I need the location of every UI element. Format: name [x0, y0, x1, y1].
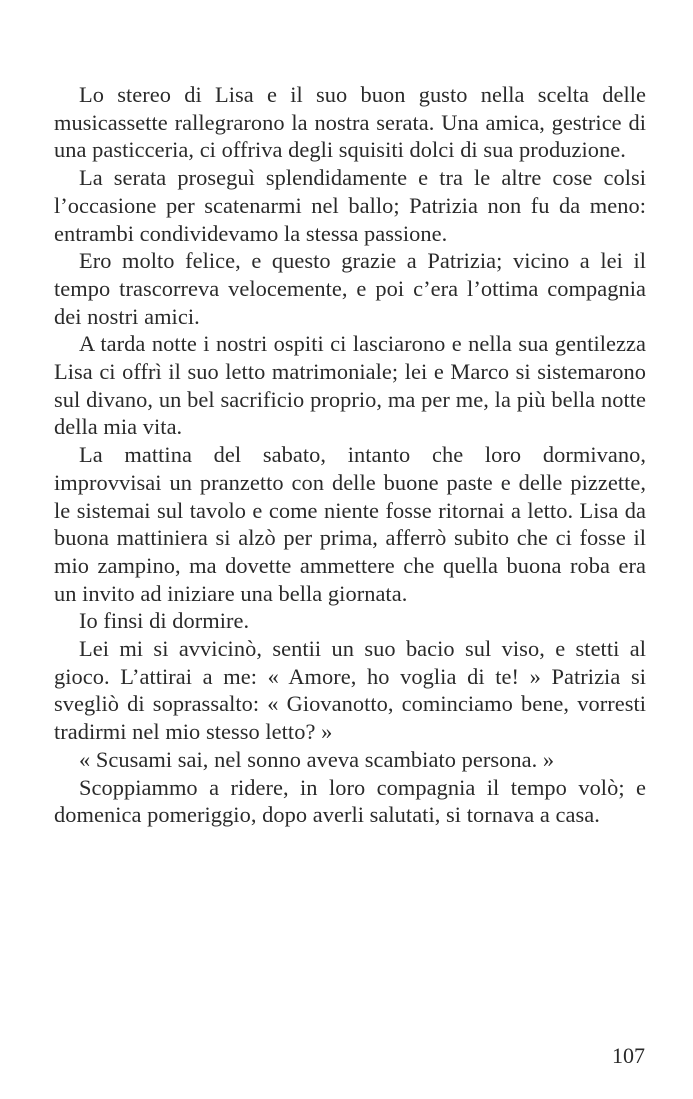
paragraph-8: « Scusami sai, nel sonno aveva scambiato persona. » [79, 746, 555, 772]
paragraph-4: A tarda notte i nostri ospiti ci lasciarono e nella sua gentilezza Lisa ci offrì il suo letto matrimoniale; lei e Marco si sistemarono sul divano, un bel sacrificio proprio, ma per me, la più bella notte della mia vita. [54, 331, 646, 440]
paragraph-6: Io finsi di dormire. [79, 608, 250, 634]
paragraph-1: Lo stereo di Lisa e il suo buon gusto nella scelta delle musicassette rallegrarono la nostra serata. Una amica, gestrice di una pasticceria, ci offriva degli squisiti dolci di sua produzione. [54, 82, 646, 163]
page-number: 107 [612, 1043, 645, 1068]
paragraph-3: Ero molto felice, e questo grazie a Patrizia; vicino a lei il tempo trascorreva velocemente, e poi c’era l’ottima compagnia dei nostri amici. [54, 248, 646, 329]
paragraph-2: La serata proseguì splendidamente e tra le altre cose colsi l’occasione per scatenarmi nel ballo; Patrizia non fu da meno: entrambi condividevamo la stessa passione. [54, 165, 646, 246]
paragraph-7: Lei mi si avvicinò, sentii un suo bacio sul viso, e stetti al gioco. L’attirai a me: « Amore, ho voglia di te! » Patrizia si svegliò di soprassalto: « Giovanotto, cominciamo bene, vorresti tradirmi nel mio stesso letto? » [54, 636, 646, 745]
paragraph-9: Scoppiammo a ridere, in loro compagnia il tempo volò; e domenica pomeriggio, dopo averli salutati, si tornava a casa. [54, 774, 646, 828]
paragraph-5: La mattina del sabato, intanto che loro dormivano, improvvisai un pranzetto con delle buone paste e delle pizzette, le sistemai sul tavolo e come niente fosse ritornai a letto. Lisa da buona mattiniera si alzò per prima, afferrò subito che ci fosse il mio zampino, ma dovette ammettere che quella buona roba era un invito ad iniziare una bella giornata. [54, 442, 646, 606]
body-text [54, 81, 646, 829]
